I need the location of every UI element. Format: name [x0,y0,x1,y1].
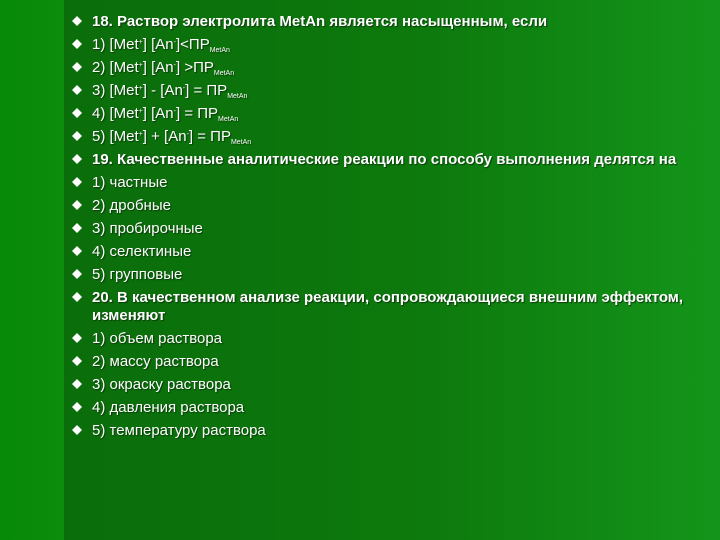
bullet-icon [72,425,82,435]
superscript: + [138,85,143,92]
answer-item [72,105,702,123]
answer-item [72,330,702,348]
bullet-icon [72,85,82,95]
item-text [92,59,234,76]
item-text: 3) окраску раствора [92,376,231,393]
subscript: MetAn [230,139,252,146]
bullet-icon [72,356,82,366]
side-band [0,0,64,540]
subscript: MetAn [218,116,239,123]
item-text: 1) объем раствора [92,330,223,347]
bullet-icon [72,223,82,233]
bullet-icon [72,62,82,72]
answer-item [72,266,702,284]
text-run: 2) [Met [92,59,139,76]
answer-item [72,197,702,215]
item-text [92,82,247,99]
bullet-icon [72,39,82,49]
question-list [72,13,702,445]
item-text [92,128,251,145]
bullet-icon [72,108,82,118]
text-run: ] [An [142,36,174,53]
bullet-icon [72,402,82,412]
bullet-icon [72,379,82,389]
answer-item [72,128,702,146]
item-text: 2) массу раствора [92,353,219,370]
text-run: ] = ПР [175,105,219,122]
superscript: - [182,85,186,92]
item-text: 5) температуру раствора [92,422,266,439]
text-run: ] [An [142,59,174,76]
superscript: + [138,62,143,69]
answer-item [72,243,702,261]
bullet-icon [72,246,82,256]
bullet-icon [72,200,82,210]
bullet-icon [72,292,82,302]
bullet-icon [72,154,82,164]
superscript: + [138,108,143,115]
answer-item [72,59,702,77]
superscript: - [173,39,176,46]
item-text: 19. Качественные аналитические реакции по способу выполнения делятся на [92,151,677,168]
item-text: 1) частные [92,174,168,191]
superscript: + [138,131,143,138]
item-text: 4) давления раствора [92,399,245,416]
text-run: 5) [Met [92,128,139,145]
subscript: MetAn [209,47,230,54]
superscript: - [173,108,176,115]
item-text: 20. В качественном анализе реакции, сопровождающиеся внешним эффектом, изменяют [92,289,684,324]
answer-item [72,422,702,440]
answer-item [72,220,702,238]
subscript: MetAn [213,70,235,77]
subscript: MetAn [227,93,248,100]
bullet-icon [72,269,82,279]
item-text [92,36,230,53]
question-item [72,151,702,169]
item-text: 5) групповые [92,266,183,283]
bullet-icon [72,177,82,187]
bullet-icon [72,16,82,26]
item-text [92,105,238,122]
question-item [72,13,702,31]
item-text: 4) селектиные [92,243,192,260]
bullet-icon [72,131,82,141]
superscript: - [186,131,189,138]
text-run: ] - [An [142,82,183,99]
answer-item [72,376,702,394]
text-run: 4) [Met [92,105,139,122]
text-run: ] = ПР [188,128,231,145]
text-run: 1) [Met [92,36,139,53]
item-text: 18. Раствор электролита MetAn является насыщенным, если [92,13,548,30]
answer-item [72,174,702,192]
item-text: 3) пробирочные [92,220,203,237]
superscript: - [173,62,176,69]
text-run: ] [An [142,105,174,122]
question-item [72,289,702,325]
text-run: ] + [An [142,128,187,145]
answer-item [72,82,702,100]
answer-item [72,36,702,54]
bullet-icon [72,333,82,343]
item-text: 2) дробные [92,197,171,214]
superscript: + [138,39,143,46]
text-run: ]<ПР [175,36,210,53]
text-run: ] = ПР [185,82,228,99]
answer-item [72,399,702,417]
answer-item [72,353,702,371]
text-run: ] >ПР [175,59,214,76]
text-run: 3) [Met [92,82,139,99]
